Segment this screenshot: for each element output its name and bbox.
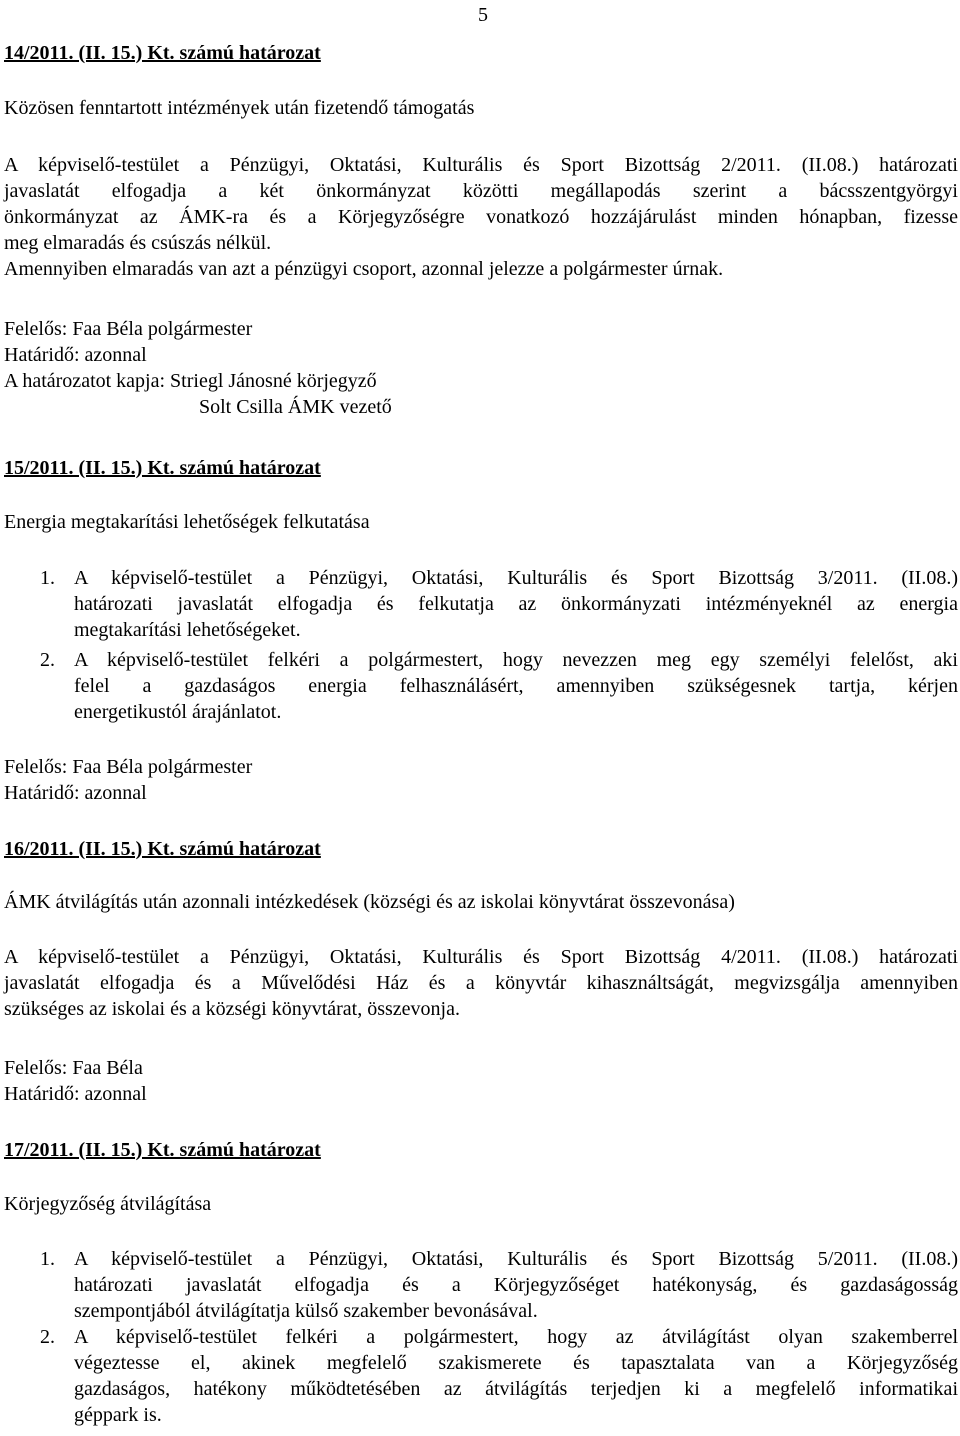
- list-item: [4, 1246, 958, 1324]
- resolution-15-title: 15/2011. (II. 15.) Kt. számú határozat: [4, 457, 321, 479]
- recipients-second: Solt Csilla ÁMK vezető: [199, 396, 392, 418]
- body-line: önkormányzat az ÁMK-ra és a Körjegyzőségre vonatkozó hozzájárulást minden hónapban, fizesse: [4, 206, 958, 228]
- list-item: [4, 647, 958, 725]
- item-line: megtakarítási lehetőségeket.: [74, 619, 301, 641]
- resolution-14-note: Amennyiben elmaradás van azt a pénzügyi csoport, azonnal jelezze a polgármester úrnak.: [4, 258, 724, 280]
- item-line: szempontjából átvilágítatja külső szakember bevonásával.: [74, 1300, 538, 1322]
- resolution-15-items: [4, 565, 958, 725]
- deadline: Határidő: azonnal: [4, 344, 147, 366]
- body-line: szükséges az iskolai és a községi könyvtárat, összevonja.: [4, 998, 460, 1020]
- resolution-14-signatures: [4, 316, 958, 420]
- resolution-16-signatures: [4, 1055, 958, 1107]
- item-line: A képviselő-testület a Pénzügyi, Oktatási, Kulturális és Sport Bizottság 3/2011. (II.08.): [74, 567, 958, 589]
- resolution-17-items: [4, 1246, 958, 1428]
- list-item: [4, 1324, 958, 1428]
- recipients: A határozatot kapja: Striegl Jánosné körjegyző: [4, 370, 377, 392]
- body-line: javaslatát elfogadja és a Művelődési Ház és a könyvtár kihasználtságát, megvizsgálja amennyiben: [4, 972, 958, 994]
- item-line: határozati javaslatát elfogadja és a Körjegyzőséget hatékonyság, és gazdaságosság: [74, 1274, 958, 1296]
- item-line: határozati javaslatát elfogadja és felkutatja az önkormányzati intézményeknél az energia: [74, 593, 958, 615]
- body-line: A képviselő-testület a Pénzügyi, Oktatási, Kulturális és Sport Bizottság 2/2011. (II.08.) határozati: [4, 154, 958, 176]
- item-number: 1.: [40, 1248, 55, 1270]
- item-line: gazdaságos, hatékony működtetésében az átvilágítás terjedjen ki a megfelelő informatikai: [74, 1378, 958, 1400]
- item-line: A képviselő-testület a Pénzügyi, Oktatási, Kulturális és Sport Bizottság 5/2011. (II.08.): [74, 1248, 958, 1270]
- body-line: meg elmaradás és csúszás nélkül.: [4, 232, 272, 254]
- body-line: javaslatát elfogadja a két önkormányzat közötti megállapodás szerint a bácsszentgyörgyi: [4, 180, 958, 202]
- resolution-16-subject: ÁMK átvilágítás után azonnali intézkedések (községi és az iskolai könyvtárat összevonása): [4, 891, 735, 913]
- resolution-16-title: 16/2011. (II. 15.) Kt. számú határozat: [4, 838, 321, 860]
- body-line: A képviselő-testület a Pénzügyi, Oktatási, Kulturális és Sport Bizottság 4/2011. (II.08.) határozati: [4, 946, 958, 968]
- item-number: 2.: [40, 1326, 55, 1348]
- resolution-16-body: [4, 944, 958, 1022]
- deadline: Határidő: azonnal: [4, 1083, 147, 1105]
- item-line: végeztesse el, akinek megfelelő szakismerete és tapasztalata van a Körjegyzőség: [74, 1352, 958, 1374]
- item-line: A képviselő-testület felkéri a polgármestert, hogy az átvilágítást olyan szakemberrel: [74, 1326, 958, 1348]
- resolution-15-signatures: [4, 754, 958, 806]
- page-number: 5: [478, 4, 488, 26]
- deadline: Határidő: azonnal: [4, 782, 147, 804]
- item-line: A képviselő-testület felkéri a polgármestert, hogy nevezzen meg egy személyi felelőst, aki: [74, 649, 958, 671]
- resolution-15-subject: Energia megtakarítási lehetőségek felkutatása: [4, 511, 370, 533]
- responsible-person: Felelős: Faa Béla polgármester: [4, 318, 253, 340]
- resolution-14-title: 14/2011. (II. 15.) Kt. számú határozat: [4, 42, 321, 64]
- responsible-person: Felelős: Faa Béla polgármester: [4, 756, 253, 778]
- resolution-14-subject: Közösen fenntartott intézmények után fizetendő támogatás: [4, 97, 475, 119]
- item-number: 1.: [40, 567, 55, 589]
- item-line: energetikustól árajánlatot.: [74, 701, 282, 723]
- resolution-17-subject: Körjegyzőség átvilágítása: [4, 1193, 212, 1215]
- item-number: 2.: [40, 649, 55, 671]
- resolution-14-body: [4, 152, 958, 282]
- item-line: géppark is.: [74, 1404, 162, 1426]
- list-item: [4, 565, 958, 643]
- responsible-person: Felelős: Faa Béla: [4, 1057, 143, 1079]
- resolution-17-title: 17/2011. (II. 15.) Kt. számú határozat: [4, 1139, 321, 1161]
- item-line: felel a gazdaságos energia felhasználásért, amennyiben szükségesnek tartja, kérjen: [74, 675, 958, 697]
